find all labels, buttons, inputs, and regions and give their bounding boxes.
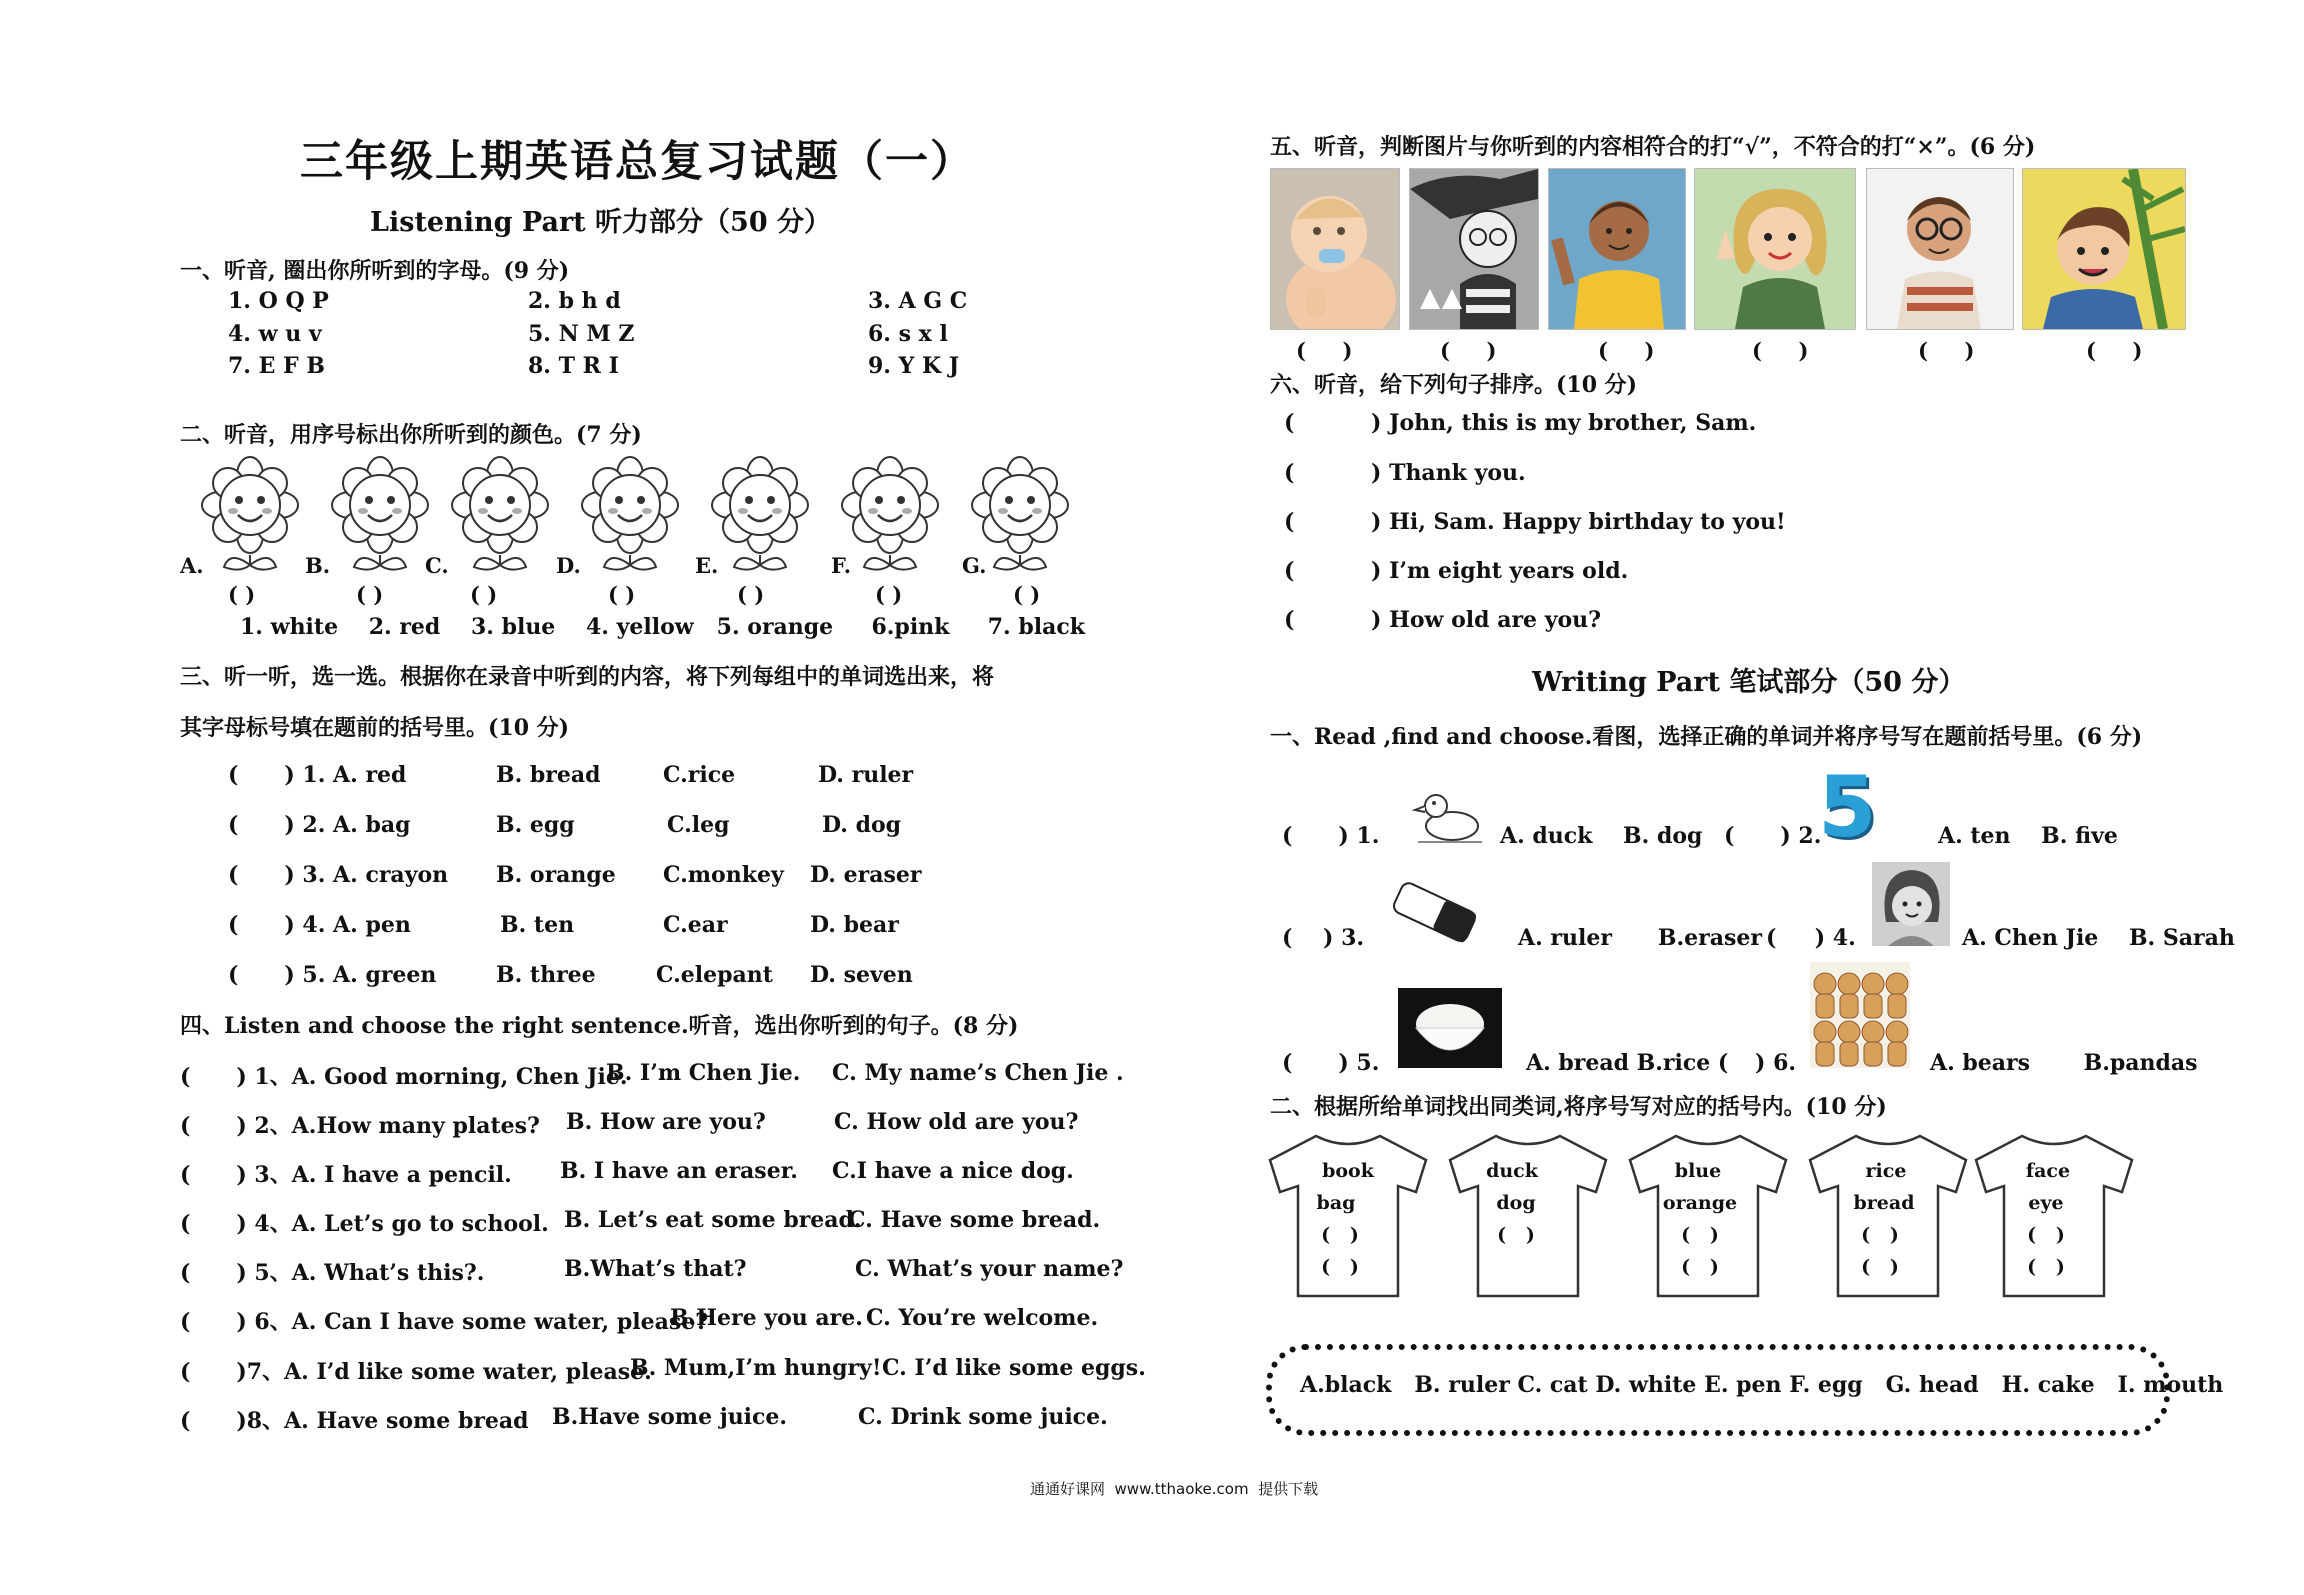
options-list: A.black B. ruler C. cat D. white E. pen F. egg G. head H. cake I. mouth xyxy=(1300,1372,2224,1398)
duck-icon xyxy=(1412,786,1488,846)
bamboo-boy-photo xyxy=(2022,168,2186,330)
flower-letter: G. xyxy=(962,553,987,578)
answer-paren[interactable]: ( ) xyxy=(1598,338,1655,363)
tshirt-word: duck xyxy=(1486,1160,1538,1182)
baby-photo xyxy=(1270,168,1400,330)
word-item: ( ) 5. A. green xyxy=(228,962,437,988)
answer-choices: A. bread B.rice ( xyxy=(1526,1050,1729,1076)
answer-paren[interactable]: ( ) xyxy=(1013,582,1041,607)
answer-choices: A. Chen Jie B. Sarah xyxy=(1962,925,2235,951)
sentence-item: B. Mum,I’m hungry! xyxy=(630,1355,882,1381)
sentence-item: ( ) 1、A. Good morning, Chen Jie. xyxy=(180,1064,628,1090)
order-item: ( ) John, this is my brother, Sam. xyxy=(1284,410,1757,436)
number-five-icon: 5 xyxy=(1818,758,1877,856)
tshirt-word: bag xyxy=(1316,1192,1356,1214)
w1-heading: 一、Read ,find and choose.看图，选择正确的单词并将序号写在题前括号里。(6 分) xyxy=(1270,724,2143,750)
answer-paren[interactable]: ( ) xyxy=(1752,338,1809,363)
question-number: ( ) 1. xyxy=(1282,823,1380,849)
sentence-item: C. Have some bread. xyxy=(848,1207,1101,1233)
letter-item: 3. A G C xyxy=(868,288,968,314)
tshirt-word: book xyxy=(1322,1160,1374,1182)
boy-glasses-photo xyxy=(1866,168,2014,330)
question-number: ) 6. xyxy=(1755,1050,1797,1076)
bears-icon xyxy=(1810,962,1910,1068)
tshirt-blank[interactable]: ( ) xyxy=(1861,1256,1899,1278)
letter-item: 8. T R I xyxy=(528,353,619,379)
word-item: B. three xyxy=(496,962,596,988)
answer-paren[interactable]: ( ) xyxy=(228,582,256,607)
letter-item: 1. O Q P xyxy=(228,288,329,314)
color-list: 1. white 2. red 3. blue 4. yellow 5. orange 6.pink 7. black xyxy=(240,614,1085,640)
letter-item: 2. b h d xyxy=(528,288,621,314)
tshirt-blank[interactable]: ( ) xyxy=(1681,1224,1719,1246)
question-number: ( ) 3. xyxy=(1282,925,1365,951)
word-item: B. egg xyxy=(496,812,575,838)
tshirt-word: face xyxy=(2025,1160,2071,1182)
word-item: B. ten xyxy=(500,912,575,938)
sentence-item: B.What’s that? xyxy=(564,1256,747,1282)
order-item: ( ) Hi, Sam. Happy birthday to you! xyxy=(1284,509,1786,535)
order-item: ( ) I’m eight years old. xyxy=(1284,558,1629,584)
page-title: 三年级上期英语总复习试题（一） xyxy=(300,137,975,187)
sentence-item: C. My name’s Chen Jie . xyxy=(832,1060,1124,1086)
word-item: ( ) 4. A. pen xyxy=(228,912,411,938)
answer-choices: A. ruler B.eraser xyxy=(1518,925,1762,951)
flower-letter: E. xyxy=(695,553,719,578)
footer-credit: 通通好课网 www.tthaoke.com 提供下载 xyxy=(1030,1480,1319,1498)
flower-letter: B. xyxy=(305,553,331,578)
sec3-heading-2: 其字母标号填在题前的括号里。(10 分) xyxy=(180,715,570,741)
question-number: ( ) 2. xyxy=(1724,823,1822,849)
sentence-item: ( ) 6、A. Can I have some water, please? xyxy=(180,1309,709,1335)
word-item: D. seven xyxy=(810,962,913,988)
sentence-item: ( )7、A. I’d like some water, please. xyxy=(180,1359,652,1385)
writing-header: Writing Part 笔试部分（50 分） xyxy=(1532,667,1966,698)
letter-item: 9. Y K J xyxy=(868,353,960,379)
sentence-item: C. I’d like some eggs. xyxy=(882,1355,1146,1381)
order-item: ( ) Thank you. xyxy=(1284,460,1526,486)
answer-paren[interactable]: ( ) xyxy=(1918,338,1975,363)
tshirt-blank[interactable]: ( ) xyxy=(1321,1224,1359,1246)
word-item: D. dog xyxy=(822,812,902,838)
girl-photo xyxy=(1694,168,1856,330)
sentence-item: C.I have a nice dog. xyxy=(832,1158,1074,1184)
tshirt-word: orange xyxy=(1662,1192,1738,1214)
tshirt-blank[interactable]: ( ) xyxy=(1681,1256,1719,1278)
sec5-heading: 五、听音，判断图片与你听到的内容相符合的打“√”，不符合的打“×”。(6 分) xyxy=(1270,134,2036,160)
sec6-heading: 六、听音，给下列句子排序。(10 分) xyxy=(1270,372,1638,398)
sec4-heading: 四、Listen and choose the right sentence.听音，选出你听到的句子。(8 分) xyxy=(180,1013,1019,1039)
tshirt-word: blue xyxy=(1674,1160,1722,1182)
letter-item: 7. E F B xyxy=(228,353,325,379)
word-item: D. eraser xyxy=(810,862,922,888)
waving-boy-photo xyxy=(1548,168,1686,330)
word-item: C.elepant xyxy=(656,962,773,988)
word-item: ( ) 2. A. bag xyxy=(228,812,411,838)
word-item: ( ) 1. A. red xyxy=(228,762,407,788)
answer-paren[interactable]: ( ) xyxy=(470,582,498,607)
w2-heading: 二、根据所给单词找出同类词,将序号写对应的括号内。(10 分) xyxy=(1270,1094,1887,1120)
answer-paren[interactable]: ( ) xyxy=(1296,338,1353,363)
tshirt-blank[interactable]: ( ) xyxy=(2027,1256,2065,1278)
sec2-heading: 二、听音，用序号标出你所听到的颜色。(7 分) xyxy=(180,422,642,448)
question-number: ( ) 4. xyxy=(1766,925,1856,951)
sentence-item: B.Here you are. xyxy=(670,1305,863,1331)
tshirt-word: eye xyxy=(2028,1192,2064,1214)
sentence-item: ( )8、A. Have some bread xyxy=(180,1408,529,1434)
sentence-item: C. You’re welcome. xyxy=(866,1305,1099,1331)
word-item: B. bread xyxy=(496,762,601,788)
sentence-item: ( ) 4、A. Let’s go to school. xyxy=(180,1211,549,1237)
sentence-item: C. How old are you? xyxy=(834,1109,1079,1135)
sentence-item: B. How are you? xyxy=(566,1109,766,1135)
tshirt-blank[interactable]: ( ) xyxy=(2027,1224,2065,1246)
rice-bowl-icon xyxy=(1398,988,1502,1068)
eraser-icon xyxy=(1384,878,1484,948)
flower-letter: A. xyxy=(180,553,204,578)
sec3-heading-1: 三、听一听，选一选。根据你在录音中听到的内容，将下列每组中的单词选出来，将 xyxy=(180,664,995,690)
sentence-item: ( ) 3、A. I have a pencil. xyxy=(180,1162,512,1188)
word-item: C.leg xyxy=(667,812,730,838)
word-item: D. ruler xyxy=(818,762,914,788)
letter-item: 6. s x l xyxy=(868,321,948,347)
answer-choices: A. duck B. dog xyxy=(1500,823,1703,849)
answer-paren[interactable]: ( ) xyxy=(737,582,765,607)
answer-paren[interactable]: ( ) xyxy=(1440,338,1497,363)
listening-header: Listening Part 听力部分（50 分） xyxy=(370,207,832,238)
flower-letter: C. xyxy=(425,553,449,578)
answer-choices: A. ten B. five xyxy=(1938,823,2118,849)
word-item: C.ear xyxy=(663,912,728,938)
answer-paren[interactable]: ( ) xyxy=(875,582,903,607)
tshirt-blank[interactable]: ( ) xyxy=(1321,1256,1359,1278)
sentence-item: B. Let’s eat some bread. xyxy=(564,1207,862,1233)
order-item: ( ) How old are you? xyxy=(1284,607,1602,633)
glasses-boy-photo xyxy=(1409,168,1539,330)
flower-letter: D. xyxy=(556,553,581,578)
word-item: D. bear xyxy=(810,912,899,938)
letter-item: 5. N M Z xyxy=(528,321,635,347)
answer-choices: A. bears B.pandas xyxy=(1930,1050,2198,1076)
word-item: C.rice xyxy=(663,762,736,788)
tshirt-blank[interactable]: ( ) xyxy=(1861,1224,1899,1246)
tshirt-word: dog xyxy=(1496,1192,1536,1214)
word-item: ( ) 3. A. crayon xyxy=(228,862,449,888)
sentence-item: ( ) 5、A. What’s this?. xyxy=(180,1260,485,1286)
question-number: ( ) 5. xyxy=(1282,1050,1380,1076)
girl-portrait-icon xyxy=(1872,862,1950,946)
word-item: B. orange xyxy=(496,862,616,888)
answer-paren[interactable]: ( ) xyxy=(2086,338,2143,363)
tshirt-row xyxy=(1262,1130,2162,1310)
tshirt-word: rice xyxy=(1865,1160,1907,1182)
sentence-item: C. Drink some juice. xyxy=(858,1404,1108,1430)
sentence-item: B. I have an eraser. xyxy=(560,1158,798,1184)
word-item: C.monkey xyxy=(663,862,784,888)
sentence-item: C. What’s your name? xyxy=(855,1256,1124,1282)
answer-paren[interactable]: ( ) xyxy=(608,582,636,607)
sec1-heading: 一、听音, 圈出你所听到的字母。(9 分) xyxy=(180,258,570,284)
flower-letter: F. xyxy=(831,553,852,578)
tshirt-blank[interactable]: ( ) xyxy=(1497,1224,1535,1246)
answer-paren[interactable]: ( ) xyxy=(356,582,384,607)
sentence-item: B.Have some juice. xyxy=(552,1404,788,1430)
letter-item: 4. w u v xyxy=(228,321,322,347)
sentence-item: ( ) 2、A.How many plates? xyxy=(180,1113,540,1139)
tshirt-word: bread xyxy=(1853,1192,1915,1214)
sentence-item: B. I’m Chen Jie. xyxy=(606,1060,801,1086)
